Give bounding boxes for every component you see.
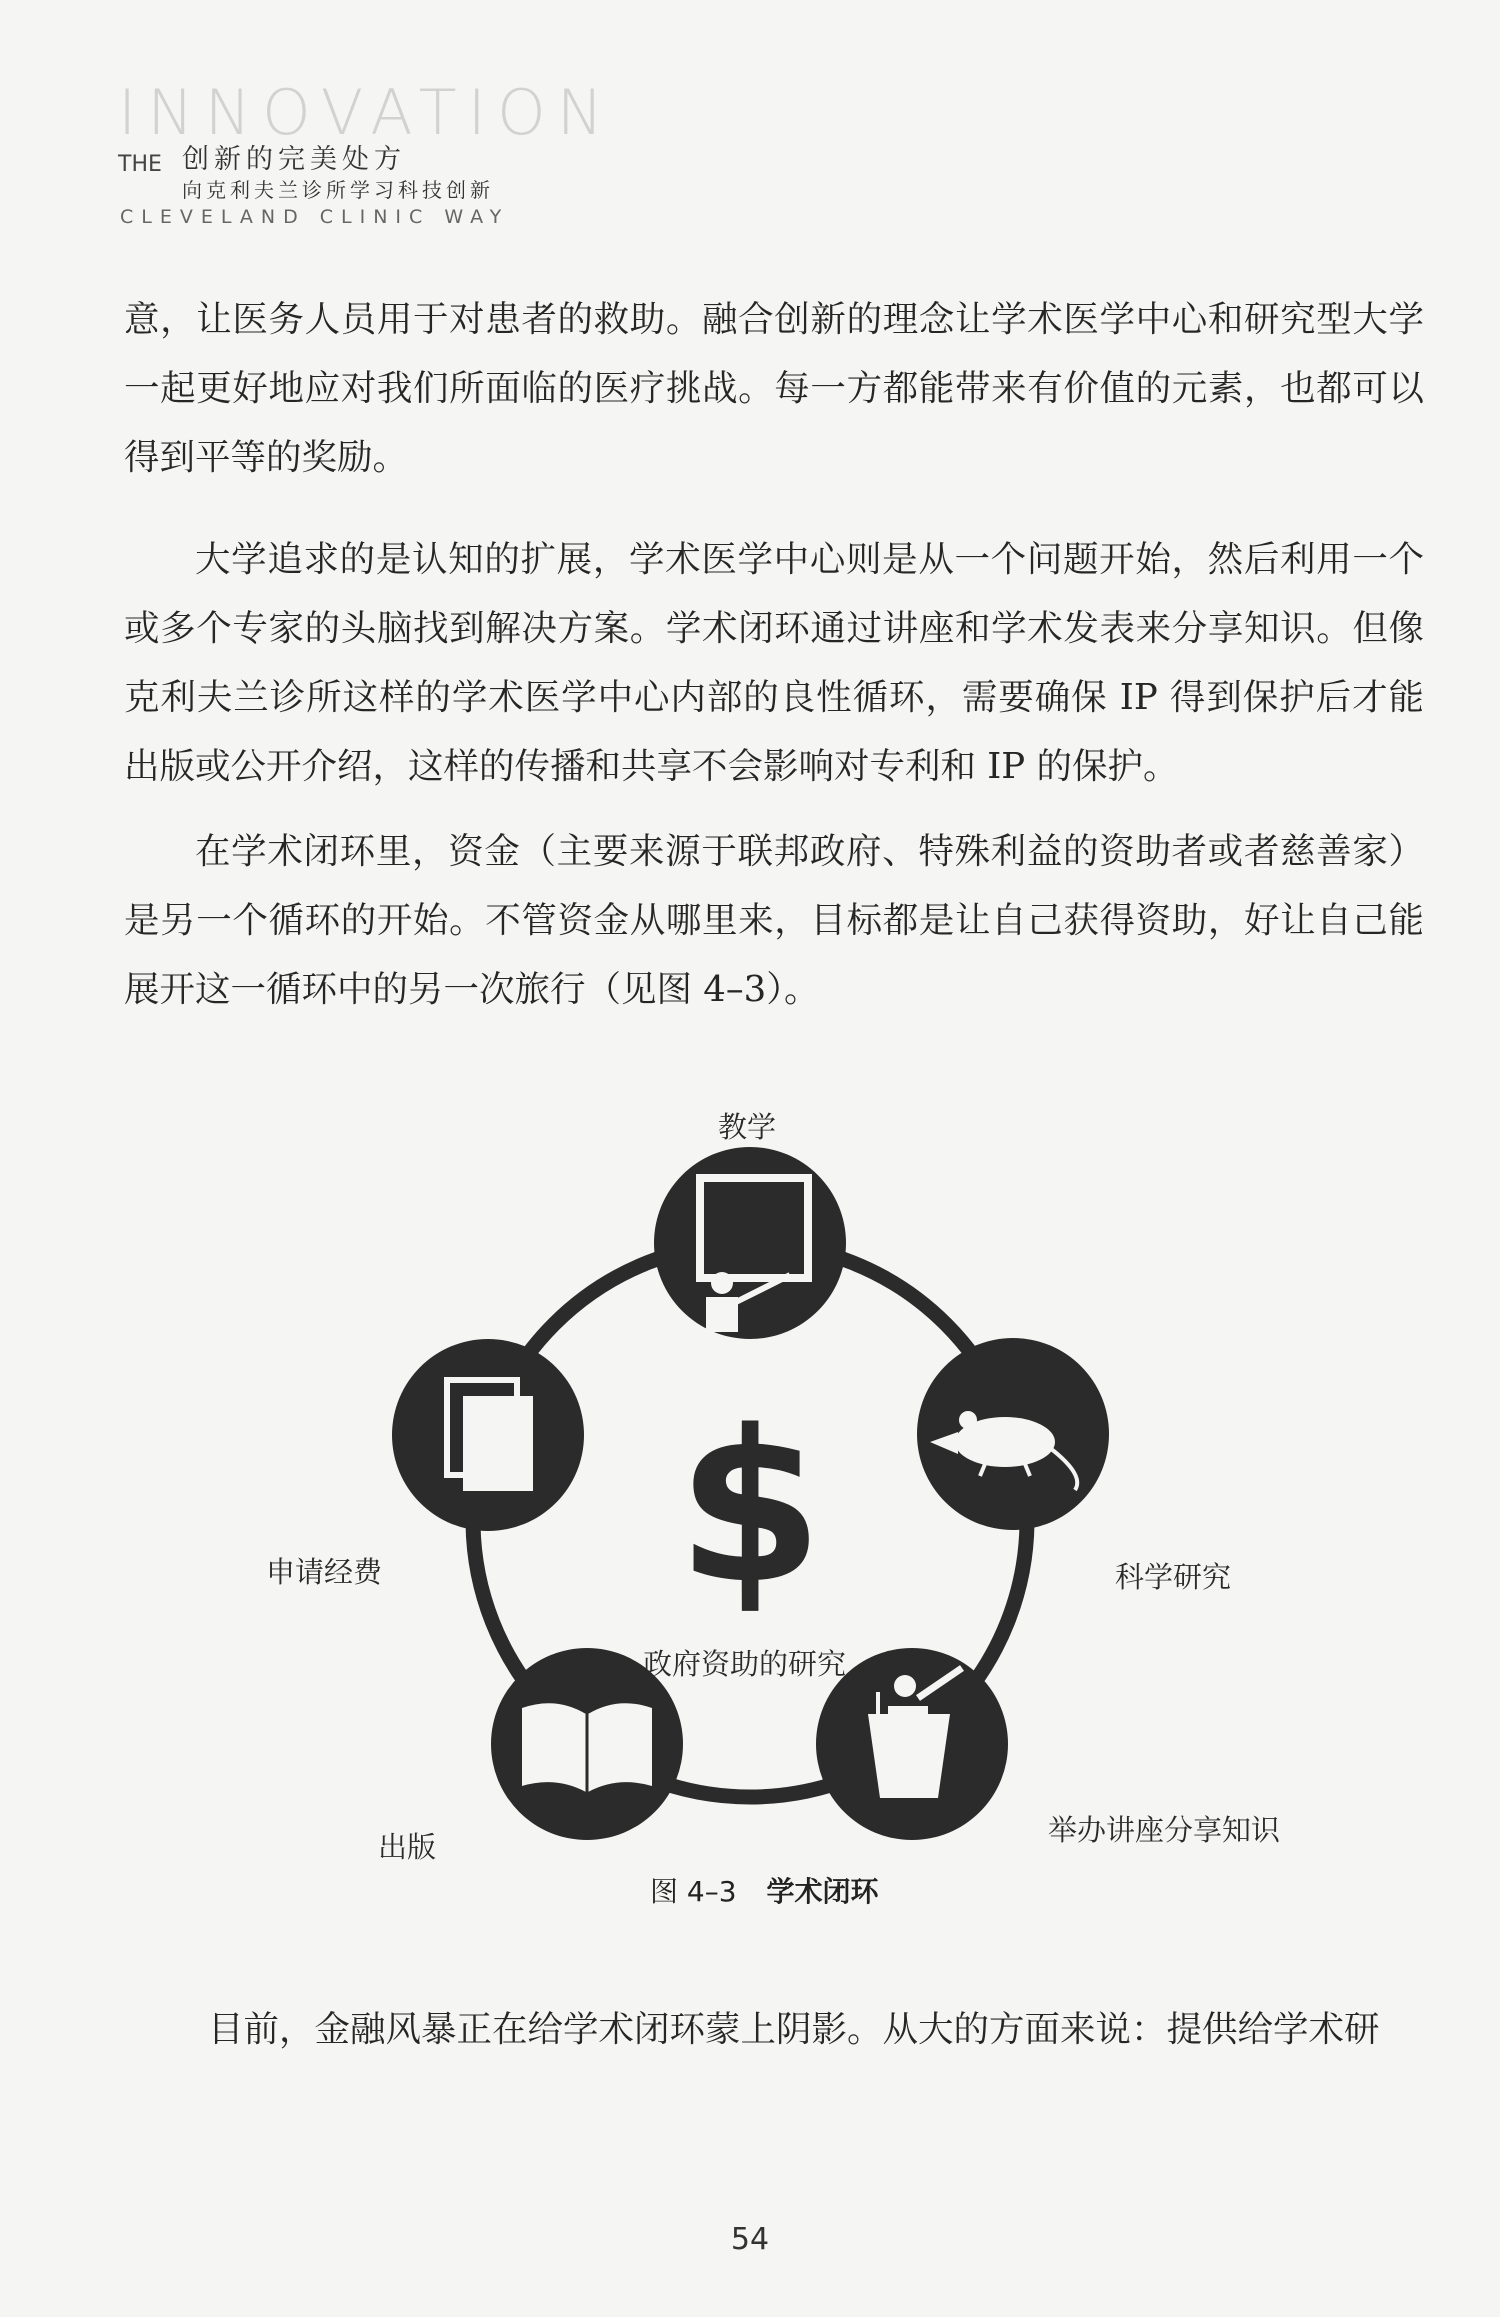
header-innovation: INNOVATION	[118, 76, 615, 149]
teaching-node	[654, 1147, 846, 1339]
grant-node	[392, 1339, 584, 1531]
open-book-icon	[522, 1703, 652, 1792]
publish-label: 出版	[378, 1830, 437, 1864]
lecture-label: 举办讲座分享知识	[1048, 1813, 1281, 1847]
header-book-title: 创新的完美处方	[182, 144, 406, 175]
figure-title: 学术闭环	[766, 1875, 879, 1908]
paragraph-4: 目前，金融风暴正在给学术闭环蒙上阴影。从大的方面来说：提供给学术研	[208, 2009, 1380, 2050]
grant-label: 申请经费	[266, 1555, 383, 1589]
teaching-label: 教学	[718, 1110, 777, 1144]
academic-loop-figure	[0, 1080, 1500, 1940]
page-number: 54	[730, 2222, 770, 2257]
header-the: THE	[118, 152, 162, 177]
header-book-subtitle: 向克利夫兰诊所学习科技创新	[182, 178, 494, 202]
center-label: 政府资助的研究	[643, 1647, 847, 1681]
figure-caption	[650, 1870, 879, 1910]
header-cleveland-clinic-way: CLEVELAND CLINIC WAY	[120, 206, 510, 228]
dollar-icon: $	[676, 1385, 824, 1630]
running-header	[118, 76, 615, 232]
research-label: 科学研究	[1115, 1560, 1232, 1594]
paragraph-3: 在学术闭环里，资金（主要来源于联邦政府、特殊利益的资助者或者慈善家）是另一个循环的开始。不管资金从哪里来，目标都是让自己获得资助，好让自己能展开这一循环中的另一次旅行（见图 4–3）。	[124, 831, 1424, 1010]
research-node	[917, 1338, 1109, 1530]
figure-number: 图 4–3	[650, 1875, 737, 1908]
academic-loop-diagram	[0, 1080, 1500, 1860]
paragraph-1: 意，让医务人员用于对患者的救助。融合创新的理念让学术医学中心和研究型大学一起更好地应对我们所面临的医疗挑战。每一方都能带来有价值的元素，也都可以得到平等的奖励。	[124, 299, 1424, 478]
paragraph-2: 大学追求的是认知的扩展，学术医学中心则是从一个问题开始，然后利用一个或多个专家的头脑找到解决方案。学术闭环通过讲座和学术发表来分享知识。但像克利夫兰诊所这样的学术医学中心内部的良性循环，需要确保 IP 得到保护后才能出版或公开介绍，这样的传播和共享不会影响对专利和 IP 的保护。	[124, 539, 1424, 787]
